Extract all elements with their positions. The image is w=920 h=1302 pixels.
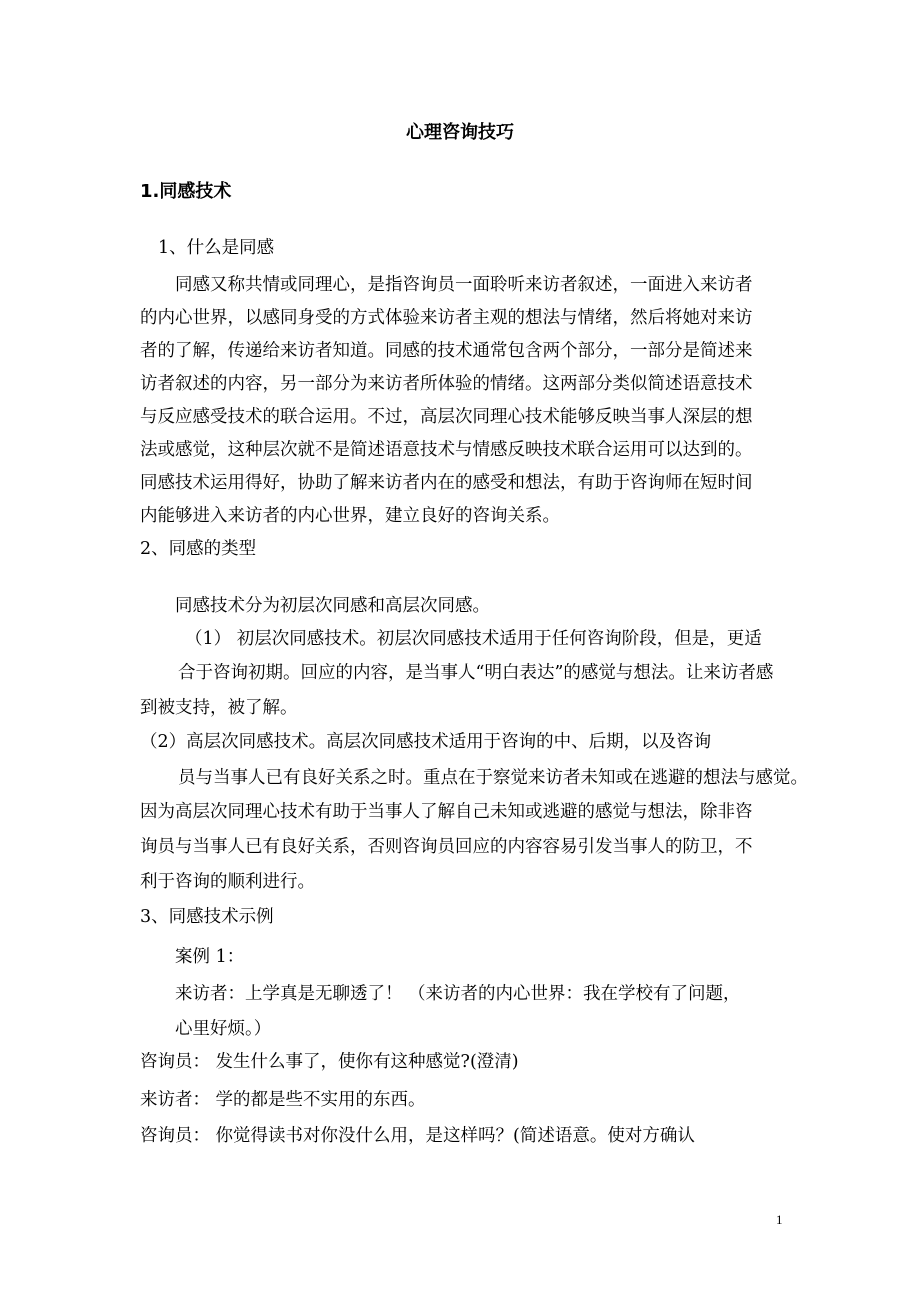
paragraph-line: 法或感觉，这种层次就不是简述语意技术与情感反映技术联合运用可以达到的。 [140, 440, 753, 460]
paragraph-line: 员与当事人已有良好关系之时。重点在于察觉来访者未知或在逃避的想法与感觉。 [178, 768, 808, 788]
page-number: 1 [776, 1212, 783, 1227]
paragraph-line: 与反应感受技术的联合运用。不过，高层次同理心技术能够反映当事人深层的想 [140, 407, 753, 427]
paragraph-line: 合于咨询初期。回应的内容，是当事人“明白表达”的感觉与想法。让来访者感 [178, 663, 774, 683]
dialogue-line: 来访者： 学的都是些不实用的东西。 [140, 1090, 426, 1110]
paragraph-line: 访者叙述的内容，另一部分为来访者所体验的情绪。这两部分类似简述语意技术 [140, 374, 753, 394]
paragraph-line: （2）高层次同感技术。高层次同感技术适用于咨询的中、后期，以及咨询 [140, 732, 712, 752]
document-title: 心理咨询技巧 [406, 122, 514, 143]
paragraph-line: 利于咨询的顺利进行。 [140, 872, 315, 892]
paragraph-line: （1） 初层次同感技术。初层次同感技术适用于任何咨询阶段，但是，更适 [185, 629, 762, 649]
paragraph-line: 者的了解，传递给来访者知道。同感的技术通常包含两个部分，一部分是简述来 [140, 341, 753, 361]
paragraph-line: 内能够进入来访者的内心世界，建立良好的咨询关系。 [140, 506, 560, 526]
paragraph-line: 询员与当事人已有良好关系，否则咨询员回应的内容容易引发当事人的防卫，不 [140, 837, 753, 857]
dialogue-line: 心里好烦。） [175, 1019, 272, 1039]
paragraph-line: 的内心世界，以感同身受的方式体验来访者主观的想法与情绪，然后将她对来访 [140, 308, 753, 328]
case-label: 来访者：上学真是无聊透了！ （来访者的内心世界：我在学校有了问题， [175, 984, 741, 1004]
paragraph-line: 2、同感的类型 [140, 539, 257, 559]
section-heading: 1.同感技术 [140, 181, 232, 202]
subheading-examples: 案例 1： [175, 947, 245, 967]
paragraph-line: 到被支持，被了解。 [140, 698, 298, 718]
paragraph-line: 因为高层次同理心技术有助于当事人了解自己未知或逃避的感觉与想法，除非咨 [140, 802, 753, 822]
paragraph-line: 同感技术运用得好，协助了解来访者内在的感受和想法，有助于咨询师在短时间 [140, 473, 753, 493]
dialogue-line: 咨询员： 发生什么事了，使你有这种感觉?(澄清) [140, 1052, 519, 1072]
paragraph-line: 同感又称共情或同理心，是指咨询员一面聆听来访者叙述，一面进入来访者 [175, 275, 753, 295]
dialogue-line: 咨询员： 你觉得读书对你没什么用，是这样吗？(简述语意。使对方确认 [140, 1126, 695, 1146]
subheading-empathy-types: 同感技术分为初层次同感和高层次同感。 [175, 596, 490, 616]
subheading-what-is-empathy: 1、什么是同感 [158, 238, 275, 258]
paragraph-line: 3、同感技术示例 [140, 907, 274, 927]
